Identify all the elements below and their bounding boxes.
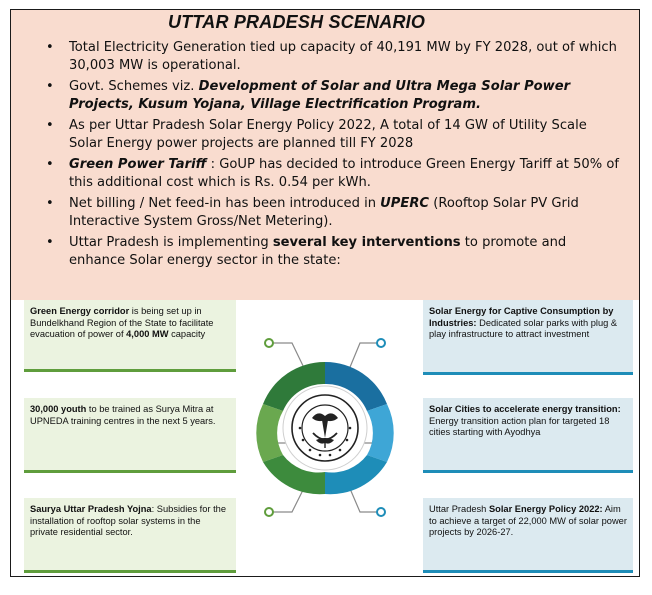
card-bold: Green Energy corridor xyxy=(30,306,130,316)
bullet-emphasis: several key interventions xyxy=(272,235,461,250)
bullet-text: Govt. Schemes viz. xyxy=(69,79,199,94)
card-text: : Subsidies for the installation of rooftop solar systems in the private residential sector. xyxy=(30,504,227,537)
bullet-text: (Rooftop Solar PV Grid Interactive System Gross/Net Metering). xyxy=(69,196,579,229)
bullet-emphasis: Green Power Tariff xyxy=(69,157,207,172)
card-text: to be trained as Surya Mitra at UPNEDA training centres in the next 5 years. xyxy=(30,404,216,426)
bullet-text: Uttar Pradesh is implementing xyxy=(69,235,273,250)
bullet-text: As per Uttar Pradesh Solar Energy Policy 2022, A total of 14 GW of Utility Scale Solar Energy power projects are planned till FY 2028 xyxy=(69,118,587,151)
card-text: Aim to achieve a target of 22,000 MW of solar power projects by 2026-27. xyxy=(429,504,627,537)
card-bold: 4,000 MW xyxy=(126,329,169,339)
bullet-text: to promote and enhance Solar energy sector in the state: xyxy=(69,235,567,268)
card-text: Dedicated solar parks with plug & play infrastructure to attract investment xyxy=(429,317,618,339)
card-text: is being set up in Bundelkhand Region of the State to facilitate evacuation of power of xyxy=(30,306,214,339)
bullet-text: Total Electricity Generation tied up capacity of 40,191 MW by FY 2028, out of which 30,003 MW is operational. xyxy=(69,40,617,73)
bullet-text: Net billing / Net feed-in has been introduced in xyxy=(69,196,381,211)
bullet-text: : GoUP has decided to introduce Green Energy Tariff at 50% of this additional cost which is Rs. 0.54 per kWh. xyxy=(69,157,619,190)
card-bold: Saurya Uttar Pradesh Yojna xyxy=(30,504,152,514)
card-text: Uttar Pradesh xyxy=(429,504,489,514)
bullet-emphasis: Development of Solar and Ultra Mega Solar Power Projects, Kusum Yojana, Village Electrification Program. xyxy=(69,79,571,112)
card-bold: Solar Energy for Captive Consumption by Industries: xyxy=(429,306,614,328)
card-bold: Solar Energy Policy 2022: xyxy=(488,504,603,514)
card-text: capacity xyxy=(168,329,206,339)
up-emblem-icon xyxy=(292,395,358,461)
card-bold: 30,000 youth xyxy=(30,404,87,414)
card-text: Energy transition action plan for targeted 18 cities starting with Ayodhya xyxy=(429,415,610,437)
slide-title: UTTAR PRADESH SCENARIO xyxy=(168,12,426,32)
bullet-emphasis: UPERC xyxy=(380,196,430,211)
card-bold: Solar Cities to accelerate energy transition: xyxy=(429,404,621,414)
